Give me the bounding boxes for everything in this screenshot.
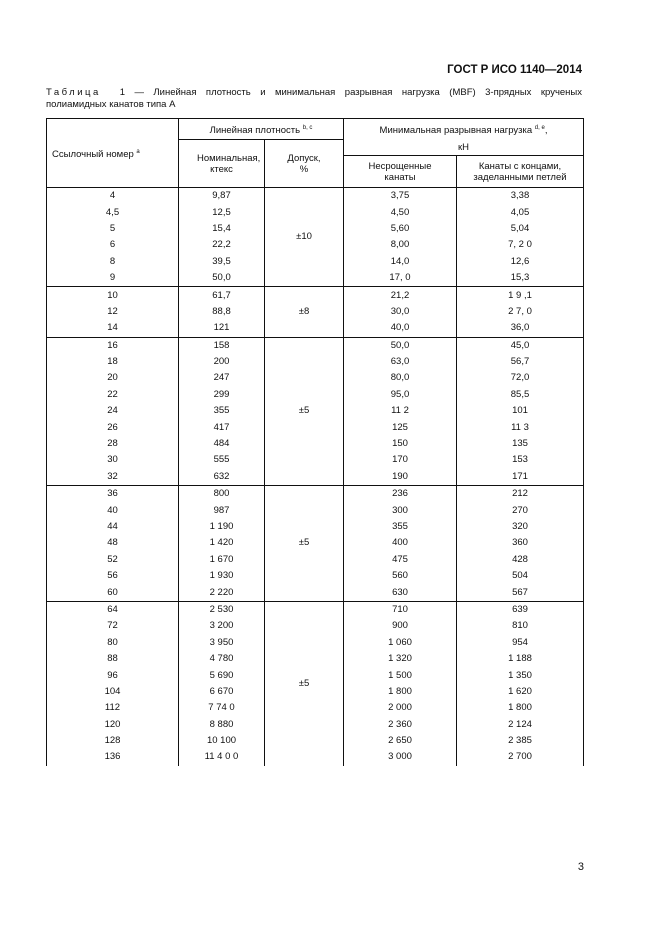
- cell-nominal: 1 190: [179, 519, 265, 535]
- cell-spliced: 3,38: [457, 188, 584, 205]
- cell-reference-number: 120: [47, 717, 179, 733]
- cell-spliced: 2 7, 0: [457, 304, 584, 320]
- cell-spliced: 504: [457, 568, 584, 584]
- cell-tolerance: ±10: [265, 188, 344, 287]
- cell-reference-number: 6: [47, 237, 179, 253]
- cell-spliced: 320: [457, 519, 584, 535]
- cell-unspliced: 900: [344, 618, 457, 634]
- cell-reference-number: 14: [47, 320, 179, 337]
- cell-spliced: 428: [457, 552, 584, 568]
- cell-reference-number: 52: [47, 552, 179, 568]
- cell-unspliced: 95,0: [344, 387, 457, 403]
- cell-reference-number: 28: [47, 436, 179, 452]
- cell-spliced: 1 620: [457, 684, 584, 700]
- cell-spliced: 567: [457, 584, 584, 601]
- cell-reference-number: 48: [47, 535, 179, 551]
- cell-spliced: 101: [457, 403, 584, 419]
- table-row: [47, 601, 584, 618]
- caption-number: 1: [119, 87, 125, 98]
- cell-reference-number: 4,5: [47, 204, 179, 220]
- cell-unspliced: 355: [344, 519, 457, 535]
- table-row: [47, 287, 584, 304]
- cell-spliced: 56,7: [457, 354, 584, 370]
- cell-nominal: 6 670: [179, 684, 265, 700]
- cell-unspliced: 14,0: [344, 254, 457, 270]
- cell-reference-number: 12: [47, 304, 179, 320]
- cell-nominal: 7 74 0: [179, 700, 265, 716]
- cell-unspliced: 50,0: [344, 337, 457, 354]
- cell-nominal: 2 220: [179, 584, 265, 601]
- cell-reference-number: 9: [47, 270, 179, 287]
- cell-unspliced: 560: [344, 568, 457, 584]
- cell-spliced: 2 700: [457, 749, 584, 765]
- cell-unspliced: 1 800: [344, 684, 457, 700]
- cell-nominal: 555: [179, 452, 265, 468]
- cell-reference-number: 18: [47, 354, 179, 370]
- cell-reference-number: 80: [47, 635, 179, 651]
- cell-nominal: 632: [179, 469, 265, 486]
- header-mbf-unit: кН: [344, 140, 584, 156]
- caption-text-line1: — Линейная плотность и минимальная разрывная нагрузка (MBF) 3-прядных крученых: [134, 87, 583, 98]
- cell-unspliced: 400: [344, 535, 457, 551]
- cell-nominal: 4 780: [179, 651, 265, 667]
- table-row: [47, 188, 584, 205]
- cell-unspliced: 2 360: [344, 717, 457, 733]
- cell-nominal: 2 530: [179, 601, 265, 618]
- cell-spliced: 1 188: [457, 651, 584, 667]
- cell-unspliced: 17, 0: [344, 270, 457, 287]
- cell-unspliced: 710: [344, 601, 457, 618]
- cell-unspliced: 475: [344, 552, 457, 568]
- cell-nominal: 12,5: [179, 204, 265, 220]
- cell-reference-number: 128: [47, 733, 179, 749]
- cell-spliced: 954: [457, 635, 584, 651]
- cell-spliced: 85,5: [457, 387, 584, 403]
- cell-spliced: 11 3: [457, 419, 584, 435]
- cell-nominal: 22,2: [179, 237, 265, 253]
- table-row: [47, 486, 584, 503]
- cell-unspliced: 80,0: [344, 370, 457, 386]
- cell-nominal: 121: [179, 320, 265, 337]
- cell-reference-number: 32: [47, 469, 179, 486]
- cell-reference-number: 64: [47, 601, 179, 618]
- cell-reference-number: 8: [47, 254, 179, 270]
- cell-reference-number: 56: [47, 568, 179, 584]
- cell-reference-number: 36: [47, 486, 179, 503]
- cell-unspliced: 2 650: [344, 733, 457, 749]
- cell-nominal: 15,4: [179, 221, 265, 237]
- cell-reference-number: 4: [47, 188, 179, 205]
- cell-unspliced: 300: [344, 502, 457, 518]
- cell-unspliced: 40,0: [344, 320, 457, 337]
- table-row: [47, 337, 584, 354]
- caption-text-line2: полиамидных канатов типа А: [46, 98, 176, 110]
- table-caption: [46, 87, 582, 110]
- cell-reference-number: 44: [47, 519, 179, 535]
- cell-nominal: 987: [179, 502, 265, 518]
- cell-spliced: 212: [457, 486, 584, 503]
- cell-nominal: 3 200: [179, 618, 265, 634]
- cell-spliced: 36,0: [457, 320, 584, 337]
- cell-nominal: 1 930: [179, 568, 265, 584]
- cell-reference-number: 26: [47, 419, 179, 435]
- cell-spliced: 1 800: [457, 700, 584, 716]
- cell-spliced: 270: [457, 502, 584, 518]
- cell-spliced: 810: [457, 618, 584, 634]
- cell-unspliced: 63,0: [344, 354, 457, 370]
- page-number: 3: [577, 861, 584, 873]
- cell-nominal: 800: [179, 486, 265, 503]
- document-code: ГОСТ Р ИСО 1140—2014: [447, 64, 582, 76]
- table-body: [47, 188, 584, 766]
- cell-spliced: 171: [457, 469, 584, 486]
- caption-label: Таблица: [46, 87, 101, 98]
- cell-unspliced: 170: [344, 452, 457, 468]
- cell-reference-number: 60: [47, 584, 179, 601]
- cell-spliced: 4,05: [457, 204, 584, 220]
- cell-nominal: 1 420: [179, 535, 265, 551]
- cell-unspliced: 4,50: [344, 204, 457, 220]
- cell-tolerance: ±5: [265, 601, 344, 765]
- cell-nominal: 61,7: [179, 287, 265, 304]
- header-tolerance: Допуск, %: [265, 140, 344, 188]
- cell-spliced: 639: [457, 601, 584, 618]
- cell-unspliced: 30,0: [344, 304, 457, 320]
- cell-spliced: 1 350: [457, 667, 584, 683]
- cell-unspliced: 3,75: [344, 188, 457, 205]
- cell-reference-number: 24: [47, 403, 179, 419]
- cell-reference-number: 16: [47, 337, 179, 354]
- data-table: [46, 118, 584, 766]
- cell-unspliced: 11 2: [344, 403, 457, 419]
- cell-unspliced: 1 320: [344, 651, 457, 667]
- cell-reference-number: 96: [47, 667, 179, 683]
- cell-spliced: 72,0: [457, 370, 584, 386]
- cell-unspliced: 5,60: [344, 221, 457, 237]
- cell-spliced: 5,04: [457, 221, 584, 237]
- cell-unspliced: 150: [344, 436, 457, 452]
- cell-spliced: 1 9 ,1: [457, 287, 584, 304]
- cell-nominal: 50,0: [179, 270, 265, 287]
- cell-reference-number: 22: [47, 387, 179, 403]
- cell-nominal: 299: [179, 387, 265, 403]
- cell-nominal: 417: [179, 419, 265, 435]
- cell-spliced: 7, 2 0: [457, 237, 584, 253]
- cell-nominal: 3 950: [179, 635, 265, 651]
- cell-reference-number: 10: [47, 287, 179, 304]
- header-unspliced: Несрощенные канаты: [344, 156, 457, 188]
- cell-unspliced: 3 000: [344, 749, 457, 765]
- cell-nominal: 9,87: [179, 188, 265, 205]
- cell-nominal: 10 100: [179, 733, 265, 749]
- cell-unspliced: 1 060: [344, 635, 457, 651]
- cell-tolerance: ±5: [265, 337, 344, 486]
- cell-reference-number: 112: [47, 700, 179, 716]
- header-linear-density: Линейная плотность $^{b, c}$: [179, 119, 344, 140]
- header-spliced: Канаты с концами, заделанными петлей: [457, 156, 584, 188]
- cell-unspliced: 21,2: [344, 287, 457, 304]
- header-nominal: Номинальная, ктекс: [179, 140, 265, 188]
- cell-unspliced: 125: [344, 419, 457, 435]
- cell-reference-number: 136: [47, 749, 179, 765]
- cell-reference-number: 104: [47, 684, 179, 700]
- cell-unspliced: 2 000: [344, 700, 457, 716]
- cell-nominal: 39,5: [179, 254, 265, 270]
- cell-unspliced: 1 500: [344, 667, 457, 683]
- cell-nominal: 8 880: [179, 717, 265, 733]
- cell-tolerance: ±8: [265, 287, 344, 337]
- cell-nominal: 355: [179, 403, 265, 419]
- cell-spliced: 360: [457, 535, 584, 551]
- cell-nominal: 1 670: [179, 552, 265, 568]
- cell-spliced: 2 385: [457, 733, 584, 749]
- cell-reference-number: 20: [47, 370, 179, 386]
- cell-nominal: 158: [179, 337, 265, 354]
- cell-unspliced: 8,00: [344, 237, 457, 253]
- cell-reference-number: 40: [47, 502, 179, 518]
- cell-nominal: 5 690: [179, 667, 265, 683]
- cell-reference-number: 30: [47, 452, 179, 468]
- cell-unspliced: 190: [344, 469, 457, 486]
- cell-reference-number: 88: [47, 651, 179, 667]
- cell-nominal: 200: [179, 354, 265, 370]
- cell-spliced: 153: [457, 452, 584, 468]
- cell-unspliced: 236: [344, 486, 457, 503]
- cell-tolerance: ±5: [265, 486, 344, 602]
- cell-spliced: 135: [457, 436, 584, 452]
- cell-spliced: 45,0: [457, 337, 584, 354]
- header-mbf: Минимальная разрывная нагрузка $^{d, e}$,: [344, 119, 584, 140]
- cell-nominal: 247: [179, 370, 265, 386]
- cell-spliced: 12,6: [457, 254, 584, 270]
- cell-reference-number: 5: [47, 221, 179, 237]
- cell-spliced: 2 124: [457, 717, 584, 733]
- cell-nominal: 11 4 0 0: [179, 749, 265, 765]
- header-reference-number: Ссылочный номер $^a$: [47, 119, 179, 188]
- cell-nominal: 484: [179, 436, 265, 452]
- cell-unspliced: 630: [344, 584, 457, 601]
- cell-spliced: 15,3: [457, 270, 584, 287]
- cell-nominal: 88,8: [179, 304, 265, 320]
- cell-reference-number: 72: [47, 618, 179, 634]
